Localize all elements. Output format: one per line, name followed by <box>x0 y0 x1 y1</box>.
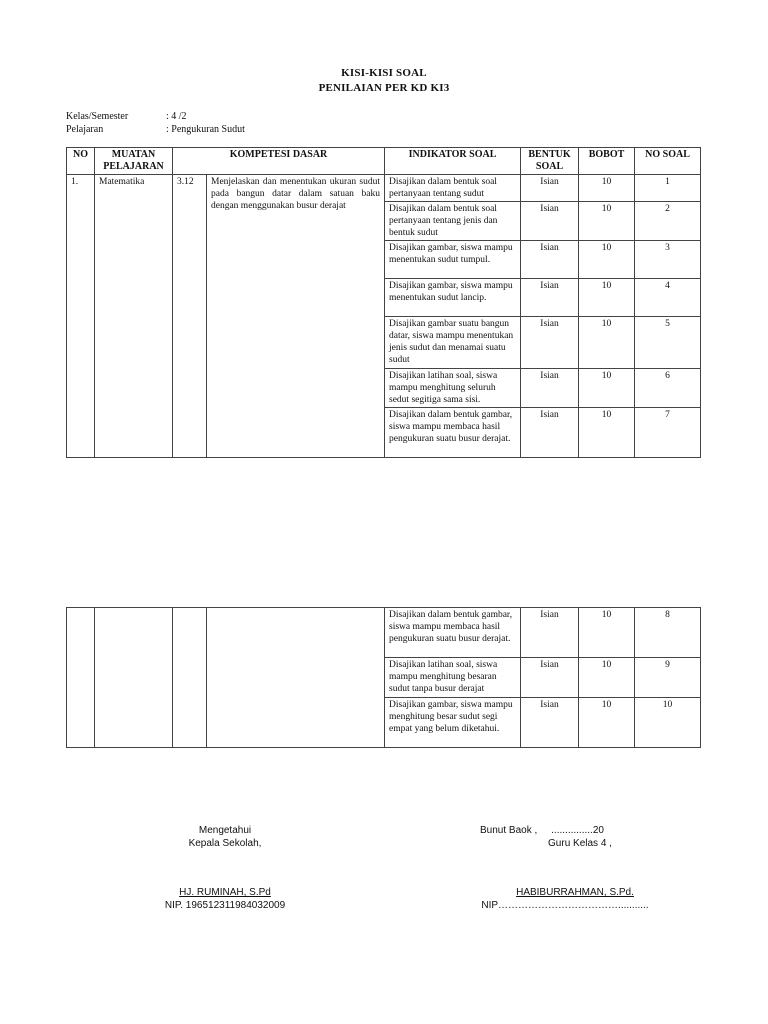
cell-no-soal: 5 <box>635 317 701 369</box>
cell-kd-code-empty <box>173 608 207 748</box>
document-subtitle: PENILAIAN PER KD KI3 <box>318 82 450 94</box>
cell-no-soal: 2 <box>635 202 701 241</box>
cell-bobot: 10 <box>579 698 635 748</box>
header-bobot: BOBOT <box>579 148 635 175</box>
sig-right-nip: NIP………………………………........... <box>481 900 649 911</box>
cell-bentuk: Isian <box>521 241 579 279</box>
cell-indikator: Disajikan latihan soal, siswa mampu menghitung seluruh sedut segitiga sama sisi. <box>385 369 521 408</box>
cell-muatan-empty <box>95 608 173 748</box>
cell-bobot: 10 <box>579 175 635 202</box>
header-no: NO <box>67 148 95 175</box>
cell-no-soal: 10 <box>635 698 701 748</box>
cell-bentuk: Isian <box>521 175 579 202</box>
meta-kelas <box>66 111 187 122</box>
table-row <box>67 608 701 658</box>
cell-indikator: Disajikan dalam bentuk soal pertanyaan tentang sudut <box>385 175 521 202</box>
cell-bentuk: Isian <box>521 608 579 658</box>
cell-bentuk: Isian <box>521 317 579 369</box>
sig-right-name: HABIBURRAHMAN, S.Pd. <box>516 887 634 898</box>
sig-left-name: HJ. RUMINAH, S.Pd <box>179 887 271 898</box>
cell-bobot: 10 <box>579 202 635 241</box>
cell-indikator: Disajikan gambar, siswa mampu menghitung besar sudut segi empat yang belum diketahui. <box>385 698 521 748</box>
cell-indikator: Disajikan latihan soal, siswa mampu menghitung besaran sudut tanpa busur derajat <box>385 658 521 698</box>
pelajaran-label: Pelajaran <box>66 124 104 135</box>
meta-pelajaran <box>66 124 245 135</box>
cell-bobot: 10 <box>579 369 635 408</box>
cell-kd-text: Menjelaskan dan menentukan ukuran sudut pada bangun datar dalam satuan baku dengan menggunakan busur derajat <box>207 175 385 458</box>
cell-kd-code: 3.12 <box>173 175 207 458</box>
cell-indikator: Disajikan dalam bentuk gambar, siswa mampu membaca hasil pengukuran suatu busur derajat. <box>385 608 521 658</box>
header-kompetensi: KOMPETESI DASAR <box>173 148 385 175</box>
kelas-value: : 4 /2 <box>166 111 187 122</box>
cell-kd-text-empty <box>207 608 385 748</box>
cell-bobot: 10 <box>579 279 635 317</box>
cell-no-soal: 1 <box>635 175 701 202</box>
cell-bobot: 10 <box>579 241 635 279</box>
sig-left-line1: Mengetahui <box>198 825 252 836</box>
cell-no-empty <box>67 608 95 748</box>
sig-left-nip: NIP. 196512311984032009 <box>164 900 286 911</box>
cell-no-soal: 8 <box>635 608 701 658</box>
cell-bobot: 10 <box>579 658 635 698</box>
sig-right-line1: Bunut Baok , ...............20 <box>480 825 604 836</box>
cell-bentuk: Isian <box>521 658 579 698</box>
cell-bentuk: Isian <box>521 279 579 317</box>
header-bentuk: BENTUK SOAL <box>521 148 579 175</box>
header-indikator: INDIKATOR SOAL <box>385 148 521 175</box>
table-row <box>67 175 701 202</box>
cell-no-soal: 3 <box>635 241 701 279</box>
cell-muatan: Matematika <box>95 175 173 458</box>
table-header-row <box>67 148 701 175</box>
kisi-table-page1 <box>66 147 701 458</box>
kelas-label: Kelas/Semester <box>66 111 129 122</box>
cell-indikator: Disajikan gambar suatu bangun datar, siswa mampu menentukan jenis sudut dan menamai suatu sudut <box>385 317 521 369</box>
cell-indikator: Disajikan gambar, siswa mampu menentukan sudut tumpul. <box>385 241 521 279</box>
header-muatan: MUATAN PELAJARAN <box>95 148 173 175</box>
cell-bentuk: Isian <box>521 698 579 748</box>
header-no-soal: NO SOAL <box>635 148 701 175</box>
cell-bentuk: Isian <box>521 369 579 408</box>
kisi-table-page2 <box>66 607 701 748</box>
cell-bentuk: Isian <box>521 202 579 241</box>
cell-no-soal: 6 <box>635 369 701 408</box>
cell-bobot: 10 <box>579 408 635 458</box>
cell-no-soal: 4 <box>635 279 701 317</box>
pelajaran-value: : Pengukuran Sudut <box>166 124 245 135</box>
cell-indikator: Disajikan gambar, siswa mampu menentukan sudut lancip. <box>385 279 521 317</box>
cell-indikator: Disajikan dalam bentuk soal pertanyaan tentang jenis dan bentuk sudut <box>385 202 521 241</box>
cell-no-soal: 7 <box>635 408 701 458</box>
cell-bobot: 10 <box>579 608 635 658</box>
cell-indikator: Disajikan dalam bentuk gambar, siswa mampu membaca hasil pengukuran suatu busur derajat. <box>385 408 521 458</box>
cell-bentuk: Isian <box>521 408 579 458</box>
cell-no: 1. <box>67 175 95 458</box>
cell-no-soal: 9 <box>635 658 701 698</box>
cell-bobot: 10 <box>579 317 635 369</box>
document-title: KISI-KISI SOAL <box>341 67 427 79</box>
sig-left-line2: Kepala Sekolah, <box>188 838 262 849</box>
sig-right-line2: Guru Kelas 4 , <box>548 838 612 849</box>
